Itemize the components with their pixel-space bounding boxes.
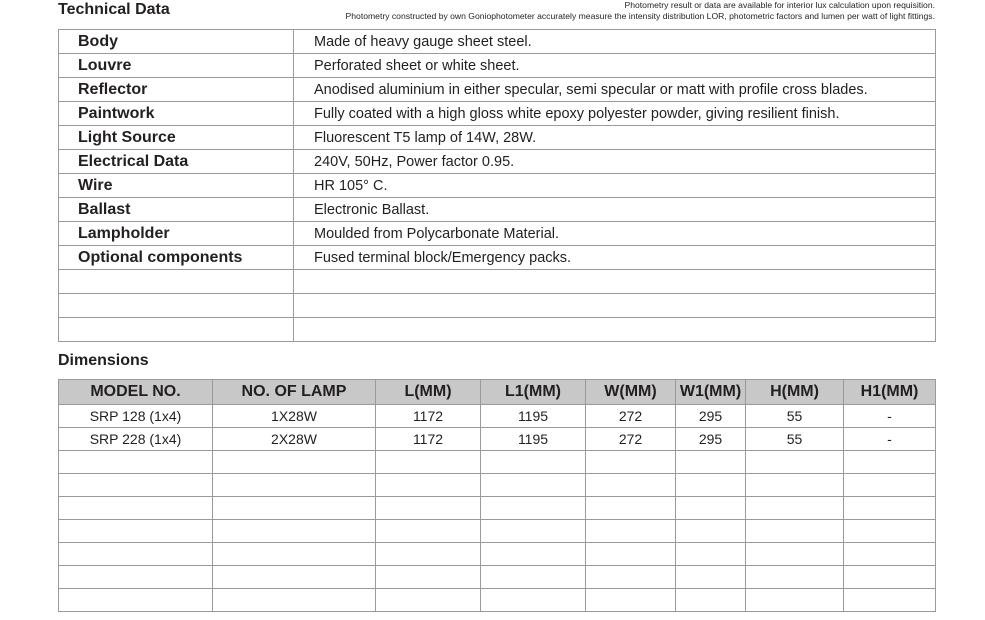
spec-row xyxy=(59,318,936,342)
photometry-note: Photometry result or data are available for interior lux calculation upon requisition. xyxy=(624,0,935,10)
column-header: W(MM) xyxy=(586,380,676,405)
spec-label xyxy=(59,318,294,342)
spec-row xyxy=(59,222,936,246)
table-cell xyxy=(213,474,376,497)
table-cell xyxy=(481,497,586,520)
table-row xyxy=(59,589,936,612)
spec-value: Perforated sheet or white sheet. xyxy=(294,54,936,78)
spec-row xyxy=(59,30,936,54)
column-header: MODEL NO. xyxy=(59,380,213,405)
table-row xyxy=(59,451,936,474)
table-cell xyxy=(746,474,844,497)
table-cell xyxy=(746,497,844,520)
table-cell xyxy=(746,451,844,474)
table-cell: 2X28W xyxy=(213,428,376,451)
table-cell: - xyxy=(844,428,936,451)
spec-row xyxy=(59,54,936,78)
table-cell: 1172 xyxy=(376,405,481,428)
table-cell: 1195 xyxy=(481,428,586,451)
table-cell xyxy=(376,543,481,566)
table-cell xyxy=(376,451,481,474)
table-cell: 55 xyxy=(746,428,844,451)
table-cell xyxy=(844,474,936,497)
table-cell: 272 xyxy=(586,405,676,428)
table-cell: 1172 xyxy=(376,428,481,451)
table-cell: SRP 128 (1x4) xyxy=(59,405,213,428)
table-cell xyxy=(59,589,213,612)
spec-value: Anodised aluminium in either specular, semi specular or matt with profile cross blades. xyxy=(294,78,936,102)
table-cell xyxy=(586,474,676,497)
table-cell xyxy=(481,566,586,589)
table-cell xyxy=(844,451,936,474)
spec-value: Fused terminal block/Emergency packs. xyxy=(294,246,936,270)
dimensions-header-row xyxy=(59,380,936,405)
spec-label: Body xyxy=(59,30,294,54)
spec-value: 240V, 50Hz, Power factor 0.95. xyxy=(294,150,936,174)
spec-label: Paintwork xyxy=(59,102,294,126)
table-cell xyxy=(586,566,676,589)
table-cell xyxy=(376,474,481,497)
table-cell xyxy=(586,543,676,566)
table-row xyxy=(59,405,936,428)
column-header: H1(MM) xyxy=(844,380,936,405)
spec-value: Electronic Ballast. xyxy=(294,198,936,222)
column-header: L(MM) xyxy=(376,380,481,405)
technical-data-title: Technical Data xyxy=(58,1,170,18)
table-cell xyxy=(213,520,376,543)
table-cell xyxy=(59,566,213,589)
table-cell xyxy=(481,474,586,497)
table-cell xyxy=(481,451,586,474)
table-cell xyxy=(376,520,481,543)
table-cell xyxy=(844,497,936,520)
table-cell: 295 xyxy=(676,428,746,451)
spec-value: Made of heavy gauge sheet steel. xyxy=(294,30,936,54)
spec-label: Optional components xyxy=(59,246,294,270)
table-cell xyxy=(586,520,676,543)
table-cell: 55 xyxy=(746,405,844,428)
column-header: H(MM) xyxy=(746,380,844,405)
spec-row xyxy=(59,246,936,270)
table-cell xyxy=(844,543,936,566)
table-cell: 1195 xyxy=(481,405,586,428)
table-cell xyxy=(376,589,481,612)
photometry-notes xyxy=(346,0,935,22)
column-header: NO. OF LAMP xyxy=(213,380,376,405)
table-cell xyxy=(213,589,376,612)
table-cell xyxy=(746,566,844,589)
table-cell xyxy=(746,543,844,566)
spec-value xyxy=(294,318,936,342)
table-row xyxy=(59,543,936,566)
column-header: W1(MM) xyxy=(676,380,746,405)
dimensions-title: Dimensions xyxy=(58,352,149,369)
photometry-note: Photometry constructed by own Goniophotometer accurately measure the intensity distribution LOR, photometric factors and lumen per watt of light fittings. xyxy=(345,11,935,21)
table-row xyxy=(59,474,936,497)
spec-row xyxy=(59,198,936,222)
table-cell xyxy=(481,589,586,612)
table-cell xyxy=(586,589,676,612)
spec-label: Electrical Data xyxy=(59,150,294,174)
table-cell xyxy=(676,474,746,497)
spec-label: Louvre xyxy=(59,54,294,78)
spec-value: Moulded from Polycarbonate Material. xyxy=(294,222,936,246)
spec-row xyxy=(59,294,936,318)
spec-label: Light Source xyxy=(59,126,294,150)
table-cell: 272 xyxy=(586,428,676,451)
table-cell xyxy=(59,520,213,543)
spec-value: HR 105° C. xyxy=(294,174,936,198)
table-cell xyxy=(676,543,746,566)
table-cell xyxy=(481,543,586,566)
table-cell xyxy=(376,566,481,589)
table-cell: SRP 228 (1x4) xyxy=(59,428,213,451)
table-cell xyxy=(676,566,746,589)
spec-value: Fully coated with a high gloss white epoxy polyester powder, giving resilient finish. xyxy=(294,102,936,126)
spec-label xyxy=(59,270,294,294)
dimensions-table xyxy=(58,379,936,612)
spec-row xyxy=(59,150,936,174)
spec-label: Lampholder xyxy=(59,222,294,246)
table-cell xyxy=(213,497,376,520)
spec-label: Reflector xyxy=(59,78,294,102)
table-cell xyxy=(59,474,213,497)
spec-row xyxy=(59,102,936,126)
technical-data-table xyxy=(58,29,936,342)
table-cell xyxy=(844,520,936,543)
table-cell xyxy=(676,520,746,543)
spec-value xyxy=(294,294,936,318)
table-cell xyxy=(59,451,213,474)
table-cell xyxy=(746,589,844,612)
spec-value xyxy=(294,270,936,294)
spec-label xyxy=(59,294,294,318)
table-cell xyxy=(844,589,936,612)
table-row xyxy=(59,566,936,589)
table-cell: 295 xyxy=(676,405,746,428)
table-cell xyxy=(481,520,586,543)
table-cell xyxy=(746,520,844,543)
table-cell xyxy=(59,497,213,520)
table-cell xyxy=(213,566,376,589)
column-header: L1(MM) xyxy=(481,380,586,405)
table-cell xyxy=(213,451,376,474)
spec-value: Fluorescent T5 lamp of 14W, 28W. xyxy=(294,126,936,150)
table-cell xyxy=(213,543,376,566)
table-cell xyxy=(676,589,746,612)
table-row xyxy=(59,428,936,451)
spec-row xyxy=(59,174,936,198)
table-row xyxy=(59,497,936,520)
table-cell xyxy=(844,566,936,589)
spec-row xyxy=(59,270,936,294)
table-cell xyxy=(676,497,746,520)
table-cell xyxy=(586,497,676,520)
table-cell: - xyxy=(844,405,936,428)
table-cell: 1X28W xyxy=(213,405,376,428)
spec-row xyxy=(59,126,936,150)
table-cell xyxy=(586,451,676,474)
spec-row xyxy=(59,78,936,102)
spec-label: Wire xyxy=(59,174,294,198)
table-row xyxy=(59,520,936,543)
table-cell xyxy=(376,497,481,520)
table-cell xyxy=(676,451,746,474)
table-cell xyxy=(59,543,213,566)
spec-label: Ballast xyxy=(59,198,294,222)
